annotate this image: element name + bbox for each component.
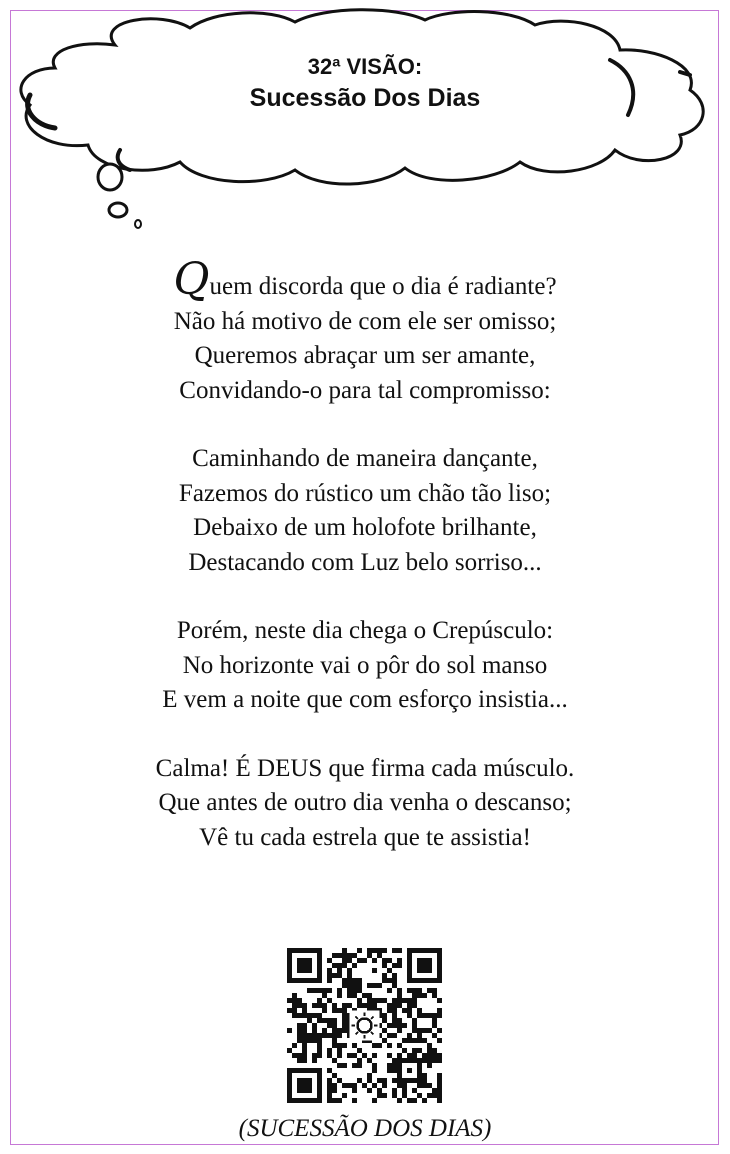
qr-caption: (SUCESSÃO DOS DIAS) <box>238 1115 492 1142</box>
poem-line: Caminhando de maneira dançante, <box>192 445 538 472</box>
stanza-4 <box>40 752 690 856</box>
poem-line: Não há motivo de com ele ser omisso; <box>173 307 557 335</box>
poem-line: Vê tu cada estrela que te assistia! <box>199 823 531 851</box>
dropcap: Q <box>173 254 210 305</box>
stanza-1 <box>40 254 690 408</box>
poem-line <box>40 254 690 305</box>
thought-cloud <box>0 0 730 240</box>
poem-line: Destacando com Luz belo sorriso... <box>188 548 542 576</box>
poem-line: Calma! É DEUS que firma cada músculo. <box>155 754 575 782</box>
vision-number: 32ª VISÃO: <box>307 54 423 79</box>
poem-line: E vem a noite que com esforço insistia... <box>162 686 568 713</box>
stanza-2 <box>40 442 690 580</box>
poem-line: Convidando-o para tal compromisso: <box>179 376 551 404</box>
qr-code[interactable] <box>287 948 442 1103</box>
poem-line: Queremos abraçar um ser amante, <box>194 342 536 369</box>
title-block <box>150 52 580 114</box>
poem <box>40 254 690 889</box>
poem-line: Debaixo de um holofote brilhante, <box>193 514 537 541</box>
stanza-3 <box>40 614 690 718</box>
poem-line: No horizonte vai o pôr do sol manso <box>182 651 548 679</box>
poem-line: Que antes de outro dia venha o descanso; <box>158 789 572 816</box>
first-line-rest: uem discorda que o dia é radiante? <box>209 273 557 300</box>
sun-icon <box>350 1011 380 1041</box>
poem-line: Fazemos do rústico um chão tão liso; <box>178 479 552 507</box>
page-title: Sucessão Dos Dias <box>249 84 481 112</box>
poem-line: Porém, neste dia chega o Crepúsculo: <box>176 617 554 644</box>
